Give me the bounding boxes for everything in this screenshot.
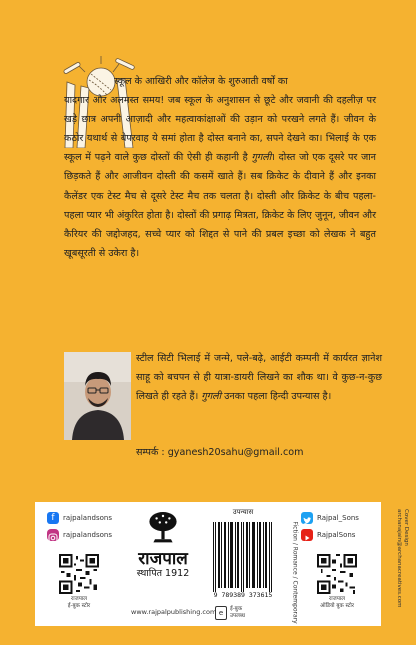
facebook-link[interactable]	[47, 512, 112, 524]
genre-vertical	[285, 521, 299, 624]
author-photo	[64, 352, 131, 440]
blurb-title: गुगली	[251, 152, 272, 164]
ebook-label-1: ई-बुक	[230, 606, 243, 612]
blurb-lead: स्कूल के आखिरी और कॉलेज के शुरुआती वर्षों का	[114, 76, 288, 87]
author-bio-title: गुगली	[201, 391, 222, 403]
cover-design-credit	[390, 510, 414, 620]
cover-design-email: archanajain@archanacreatives.com	[396, 509, 402, 608]
audiobook-store-caption	[305, 596, 369, 610]
author-bio-text-1: स्टील सिटी भिलाई में जन्मे, पले-बढ़े, आईटी कम्पनी में कार्यरत ज्ञानेश साहू को बचपन से ही यात्रा-डायरी लिखने का शौक था। वे कुछ-न-कुछ लिखते ही रहते हैं।	[136, 353, 382, 403]
ebook-store-caption	[49, 596, 109, 610]
twitter-icon	[301, 512, 313, 524]
genre-label: उपन्यास	[232, 508, 254, 516]
audiobook-store-qr[interactable]	[317, 554, 357, 594]
youtube-link[interactable]	[301, 529, 359, 541]
author-contact	[136, 445, 303, 458]
ebook-icon: e	[215, 606, 227, 620]
qr-left-caption-1: राजपाल	[70, 596, 88, 602]
author-bio-text-2: उनका पहला हिन्दी उपन्यास है।	[221, 391, 332, 403]
twitter-link[interactable]	[301, 512, 359, 524]
cover-design-label: Cover Design	[403, 509, 409, 546]
social-left	[47, 512, 112, 541]
genre-vertical-text: Fiction / Romance / Contemporary	[291, 521, 299, 624]
author-bio	[136, 349, 382, 406]
barcode-icon	[207, 520, 279, 602]
twitter-handle: Rajpal_Sons	[317, 514, 359, 522]
instagram-link[interactable]	[47, 529, 112, 541]
publisher-panel	[35, 502, 381, 626]
youtube-icon	[301, 529, 313, 541]
publisher-established: स्थापित 1912	[136, 568, 190, 579]
qr-left-caption-2: ई-बुक स्टोर	[67, 603, 91, 609]
facebook-icon: f	[47, 512, 59, 524]
blurb-text-1: यादगार और अलमस्त समय! जब स्कूल के अनुशासन से छूटे और जवानी की दहलीज़ पर खड़े छात्र अपनी आज़ादी और महत्वाकांक्षाओं की उड़ान को परखने लगते हैं। जीवन के कठोर यथार्थ से बेपरवाह ये समां होता है दोस्त बनाने का, सपने देखने का। भिलाई के एक स्कूल में पढ़ने वाले कुछ दोस्तों की ऐसी ही कहानी है	[64, 95, 376, 164]
instagram-handle: rajpalandsons	[63, 531, 112, 539]
instagram-icon	[47, 529, 59, 541]
tree-logo-icon	[147, 510, 179, 546]
qr-right-caption-1: राजपाल	[328, 596, 346, 602]
blurb-text-2: । दोस्त जो एक दूसरे पर जान छिड़कते हैं और आजीवन दोस्ती की कसमें खाते हैं। सब क्रिकेट के दीवाने हैं और इनका कैलेंडर एक टेस्ट मैच से दूसरे टेस्ट मैच तक चलता है। दोस्ती और क्रिकेट के बीच पहला-पहला प्यार भी अंकुरित होता है। दोस्तों की प्रगाढ़ मित्रता, क्रिकेट के लिए जुनून, जीवन और कैरियर की जद्दोजहद, सच्चे प्यार को शिद्दत से पाने की प्रबल इच्छा को लेखक ने बहुत खूबसूरती से उकेरा है।	[64, 152, 376, 259]
publisher-name: राजपाल	[138, 549, 188, 569]
youtube-handle: RajpalSons	[317, 531, 356, 539]
contact-email[interactable]: gyanesh20sahu@gmail.com	[167, 447, 304, 458]
facebook-handle: rajpalandsons	[63, 514, 112, 522]
ebook-available-badge	[215, 606, 245, 620]
isbn-digits: 9 789389 373615	[213, 591, 273, 599]
social-right	[301, 512, 359, 541]
qr-right-caption-2: ऑडियो बुक स्टोर	[319, 603, 355, 609]
isbn-barcode	[207, 520, 279, 602]
publisher-website[interactable]: www.rajpalpublishing.com	[131, 608, 217, 616]
ebook-store-qr[interactable]	[59, 554, 99, 594]
publisher-logo	[125, 510, 201, 580]
contact-label: सम्पर्क :	[136, 447, 165, 458]
ebook-label-2: उपलब्ध	[230, 613, 245, 619]
blurb	[64, 72, 376, 263]
